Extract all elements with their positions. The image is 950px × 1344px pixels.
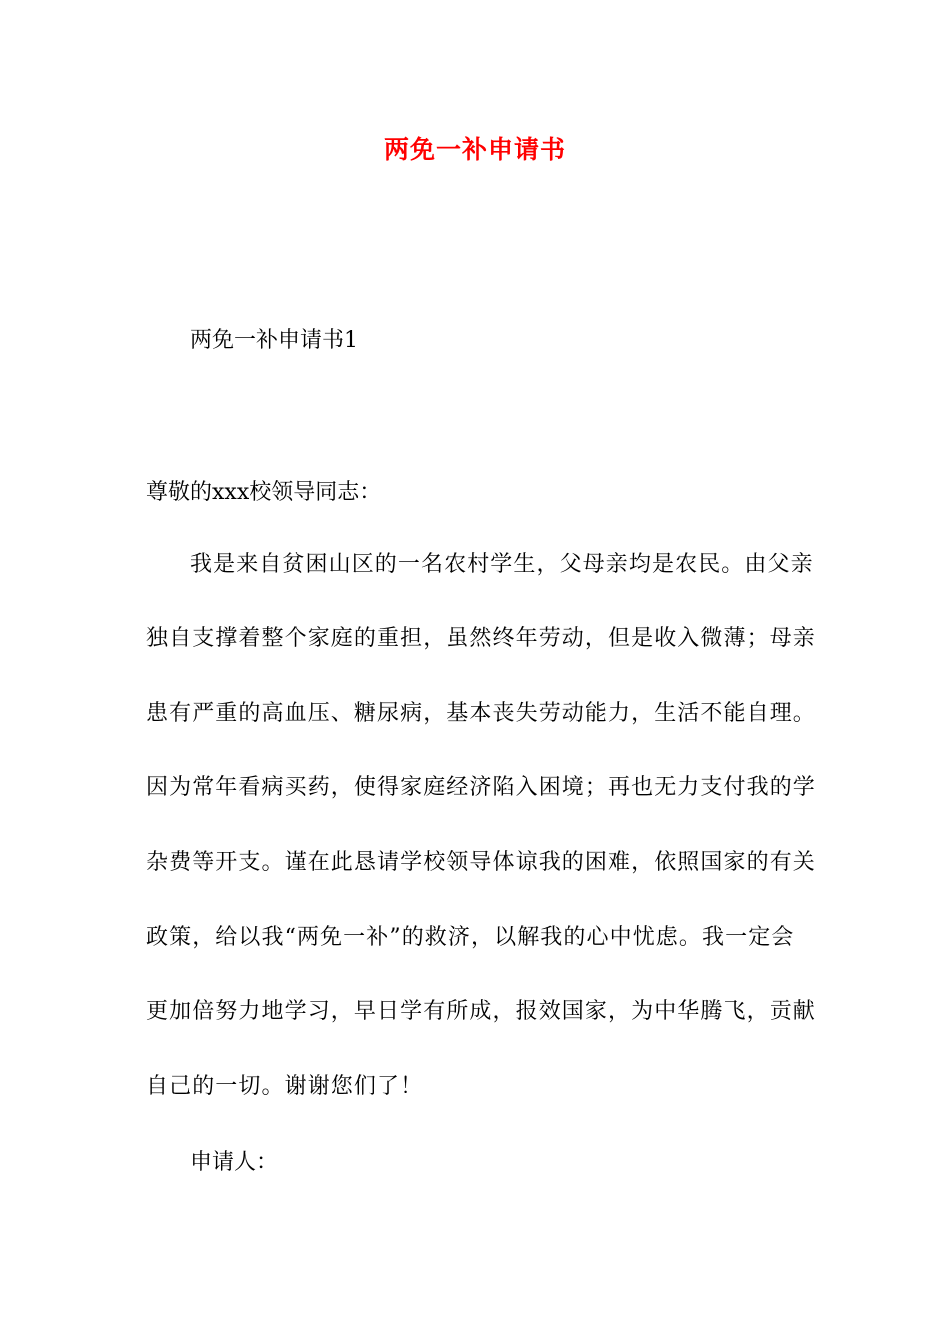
body-line: 更加倍努力地学习，早日学有所成，报效国家，为中华腾飞，贡献 xyxy=(146,999,816,1024)
signature-label: 申请人： xyxy=(190,1150,279,1175)
body-line: 因为常年看病买药，使得家庭经济陷入困境；再也无力支付我的学 xyxy=(146,775,816,800)
body-line: 患有严重的高血压、糖尿病，基本丧失劳动能力，生活不能自理。 xyxy=(146,701,816,726)
body-line: 我是来自贫困山区的一名农村学生，父母亲均是农民。由父亲 xyxy=(190,552,814,577)
body-line: 杂费等开支。谨在此恳请学校领导体谅我的困难，依照国家的有关 xyxy=(146,850,816,875)
salutation: 尊敬的xxx校领导同志： xyxy=(146,480,382,505)
body-line: 自己的一切。谢谢您们了！ xyxy=(146,1074,424,1099)
body-line: 独自支撑着整个家庭的重担，虽然终年劳动，但是收入微薄；母亲 xyxy=(146,626,816,651)
body-line: 政策，给以我“两免一补”的救济，以解我的心中忧虑。我一定会 xyxy=(146,925,795,950)
document-subtitle: 两免一补申请书1 xyxy=(190,328,358,353)
document-title: 两免一补申请书 xyxy=(383,135,566,164)
